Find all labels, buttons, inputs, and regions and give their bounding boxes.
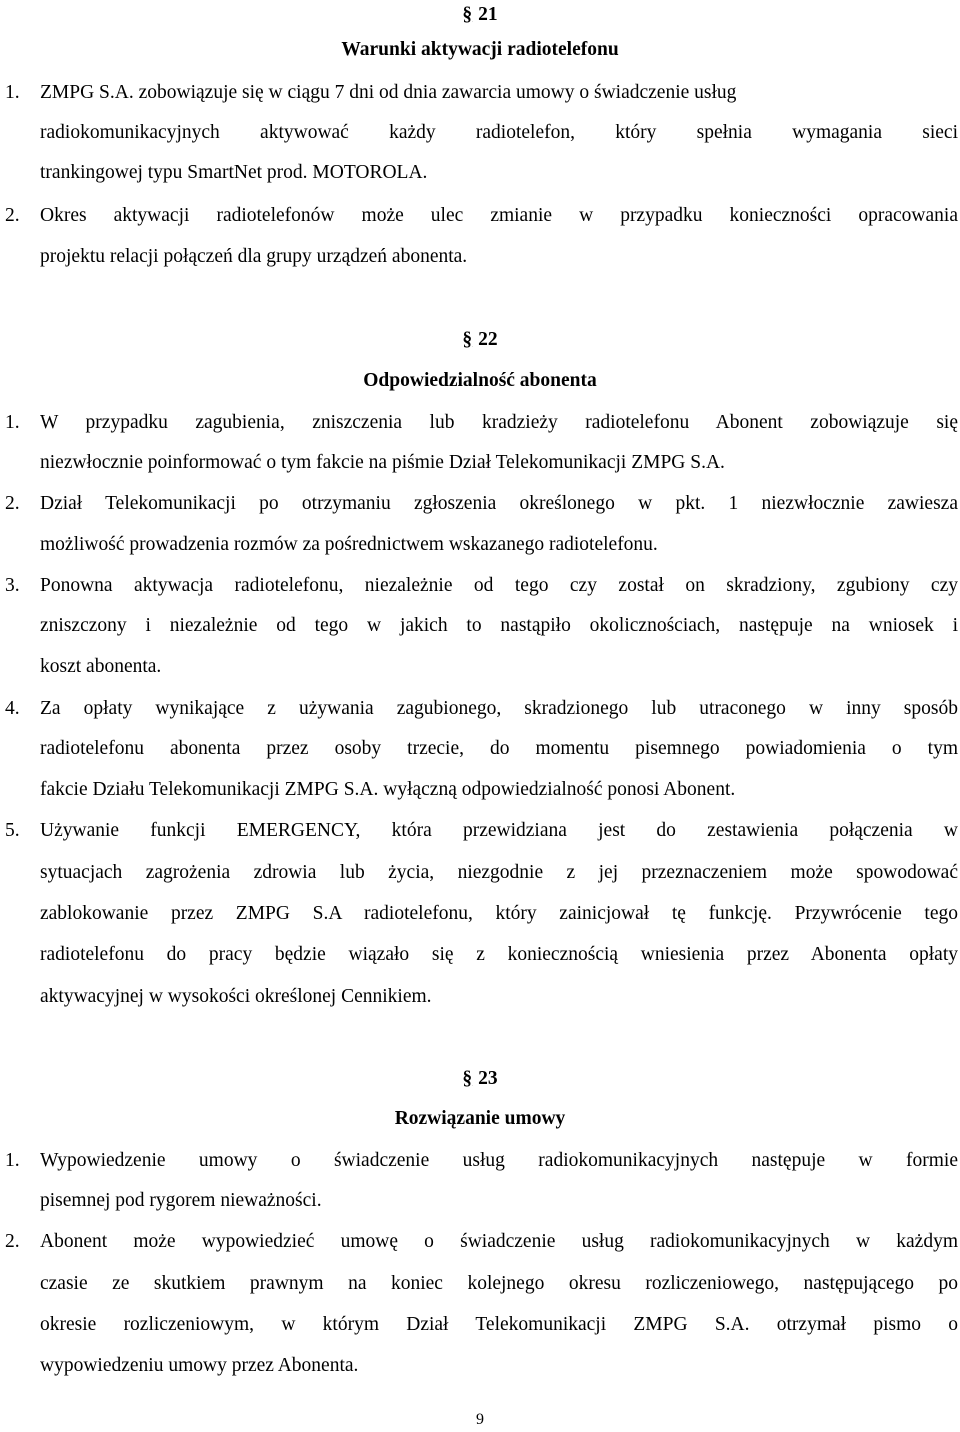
section-22-title: Odpowiedzialność abonenta [363,370,597,391]
section-23-heading [0,1067,960,1091]
section-number: 21 [478,4,498,25]
item-number: 4. [5,698,20,719]
item-text-line: trankingowej typu SmartNet prod. MOTOROLA. [40,162,428,183]
item-text-line: Abonent może wypowiedzieć umowę o świadczenie usług radiokomunikacyjnych w każdym [40,1231,958,1252]
item-text-line: sytuacjach zagrożenia zdrowia lub życia, niezgodnie z jej przeznaczeniem może spowodować [40,862,958,883]
item-number: 2. [5,1231,20,1252]
item-text-line: Dział Telekomunikacji po otrzymaniu zgłoszenia określonego w pkt. 1 niezwłocznie zawiesza [40,493,958,514]
item-number: 2. [5,493,20,514]
item-text-line: Za opłaty wynikające z używania zagubionego, skradzionego lub utraconego w inny sposób [40,698,958,719]
section-22-heading [0,328,960,352]
section-number: 23 [478,1068,498,1089]
item-number: 1. [5,1150,20,1171]
item-text-line: Wypowiedzenie umowy o świadczenie usług radiokomunikacyjnych następuje w formie [40,1150,958,1171]
item-text-line: zniszczony i niezależnie od tego w jakich to nastąpiło okolicznościach, następuje na wniosek i [40,615,958,636]
item-text-line: projektu relacji połączeń dla grupy urządzeń abonenta. [40,246,468,267]
item-text-line: radiokomunikacyjnych aktywować każdy radiotelefon, który spełnia wymagania sieci [40,122,958,143]
item-text-line: pisemnej pod rygorem nieważności. [40,1190,322,1211]
item-text-line: W przypadku zagubienia, zniszczenia lub kradzieży radiotelefonu Abonent zobowiązuje się [40,412,958,433]
item-text-line: Okres aktywacji radiotelefonów może ulec zmianie w przypadku konieczności opracowania [40,205,958,226]
item-text-line: zablokowanie przez ZMPG S.A radiotelefonu, który zainicjował tę funkcję. Przywrócenie tego [40,903,958,924]
item-text-line: koszt abonenta. [40,656,162,677]
item-text-line: radiotelefonu abonenta przez osoby trzecie, do momentu pisemnego powiadomienia o tym [40,738,958,759]
item-text-line: możliwość prowadzenia rozmów za pośrednictwem wskazanego radiotelefonu. [40,534,658,555]
item-text-line: niezwłocznie poinformować o tym fakcie na piśmie Dział Telekomunikacji ZMPG S.A. [40,452,725,473]
item-text-line: Ponowna aktywacja radiotelefonu, niezależnie od tego czy został on skradziony, zgubiony czy [40,575,958,596]
item-text-line: aktywacyjnej w wysokości określonej Cennikiem. [40,986,432,1007]
item-text-line: radiotelefonu do pracy będzie wiązało się z koniecznością wniesienia przez Abonenta opłaty [40,944,958,965]
item-text-line: wypowiedzeniu umowy przez Abonenta. [40,1355,359,1376]
item-text-line: fakcie Działu Telekomunikacji ZMPG S.A. wyłączną odpowiedzialność ponosi Abonent. [40,779,736,800]
section-sign: § [462,4,473,25]
page-number: 9 [476,1411,484,1428]
item-number: 5. [5,820,20,841]
section-21-title: Warunki aktywacji radiotelefonu [341,39,619,60]
section-sign: § [462,1068,473,1089]
section-sign: § [462,329,473,350]
section-number: 22 [478,329,498,350]
section-23-title: Rozwiązanie umowy [394,1108,566,1129]
item-text-line: czasie ze skutkiem prawnym na koniec kolejnego okresu rozliczeniowego, następującego po [40,1273,958,1294]
item-number: 1. [5,412,20,433]
section-21-heading [0,3,960,27]
item-text-line: okresie rozliczeniowym, w którym Dział Telekomunikacji ZMPG S.A. otrzymał pismo o [40,1314,958,1335]
item-number: 3. [5,575,20,596]
item-text-line: Używanie funkcji EMERGENCY, która przewidziana jest do zestawienia połączenia w [40,820,958,841]
item-number: 1. [5,82,20,103]
item-text-line: ZMPG S.A. zobowiązuje się w ciągu 7 dni od dnia zawarcia umowy o świadczenie usług [40,82,737,103]
item-number: 2. [5,205,20,226]
